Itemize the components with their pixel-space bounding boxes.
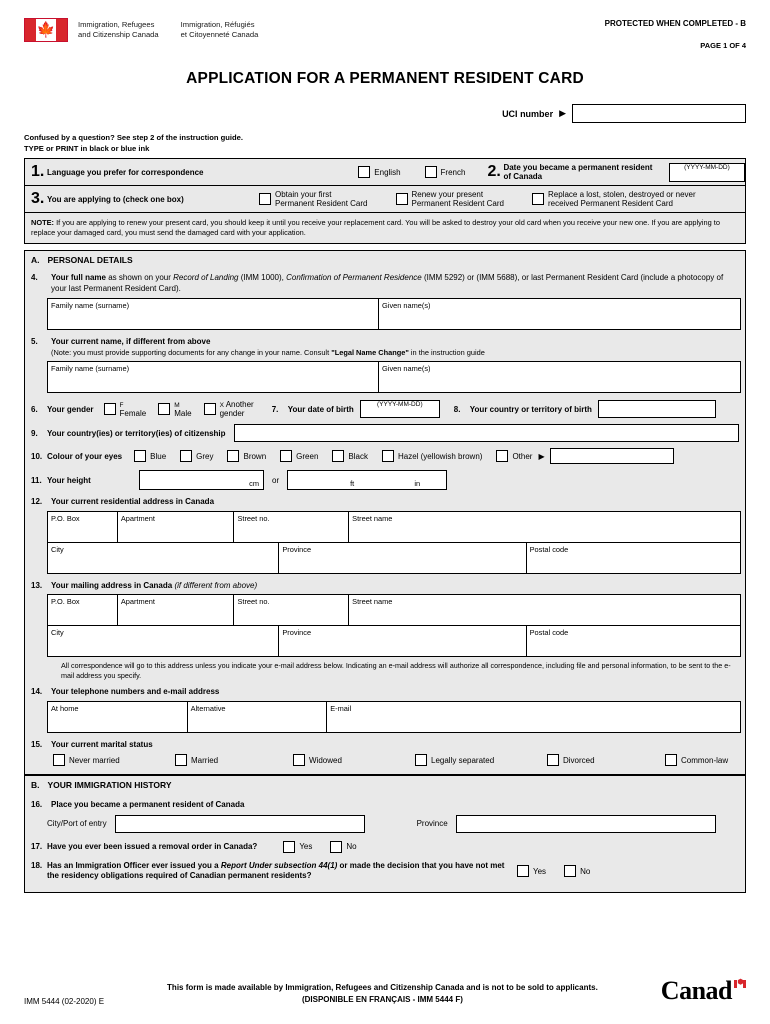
instructions: [24, 133, 746, 154]
q15-option-legally-separated-label: Legally separated: [431, 755, 495, 765]
q15-option-widowed[interactable]: [293, 754, 415, 766]
page-number: PAGE 1 OF 4: [700, 41, 746, 50]
q9-citizenship-input[interactable]: [234, 424, 739, 442]
q7-date-hint: (YYYY-MM-DD): [376, 401, 423, 408]
q13-label: Your mailing address in Canada: [51, 580, 173, 590]
checkbox-icon[interactable]: [332, 450, 344, 462]
q17-option-yes-label: Yes: [299, 842, 313, 851]
q13-apartment-label: Apartment: [120, 597, 155, 606]
canada-wordmark-text: Canad: [660, 976, 732, 1005]
q3-option-obtain-first[interactable]: [259, 190, 368, 208]
q4-label-italic1: Record of Landing: [173, 273, 239, 282]
q7-date-input[interactable]: [360, 400, 440, 418]
q4-family-name-label: Family name (surname): [51, 301, 130, 310]
q13-address-row1: [47, 594, 741, 626]
q4-given-names-cell[interactable]: [379, 299, 740, 329]
q11-height-ft-in-input[interactable]: [287, 470, 447, 490]
q6-option3-label-1: Another: [225, 399, 254, 409]
checkbox-icon[interactable]: [425, 166, 437, 178]
section-a-header: [24, 250, 746, 269]
q8-country-input[interactable]: [598, 400, 716, 418]
q13-postal-code-cell[interactable]: [527, 626, 740, 656]
q1-option-french-label: French: [440, 167, 466, 177]
q12-street-name-label: Street name: [352, 513, 393, 523]
q10-option-grey[interactable]: [180, 450, 213, 462]
footer-line2: (DISPONIBLE EN FRANÇAIS - IMM 5444 F): [301, 995, 463, 1004]
q13-apartment-cell[interactable]: [118, 595, 235, 625]
q3-option1-line1: Obtain your first: [275, 190, 332, 199]
q9-number: 9.: [31, 428, 38, 438]
q15-number: 15.: [31, 739, 43, 749]
arrow-right-icon: ▶: [538, 451, 545, 461]
q3-option2-line1: Renew your present: [411, 190, 484, 199]
q13-street-no-cell[interactable]: [234, 595, 349, 625]
instructions-line1: Confused by a question? See step 2 of the instruction guide.: [24, 133, 243, 142]
q12-city-cell[interactable]: [48, 543, 279, 573]
q13-city-cell[interactable]: [48, 626, 279, 656]
q14-email-label: E-mail: [330, 703, 352, 713]
q11-number: 11.: [31, 475, 42, 485]
q6-option3-label-2: gender: [219, 408, 245, 418]
q10-option-blue[interactable]: [134, 450, 166, 462]
q10-option-hazel[interactable]: [382, 450, 482, 462]
q15-option-legally-separated[interactable]: [415, 754, 547, 766]
q17-number: 17.: [31, 842, 43, 851]
q1-number: 1.: [31, 163, 45, 180]
q3-number: 3.: [31, 190, 45, 207]
q17-option-no[interactable]: [330, 841, 356, 853]
q3-label: You are applying to (check one box): [47, 194, 184, 204]
q10-other-input[interactable]: [550, 448, 674, 464]
q5-given-names-label: Given name(s): [382, 364, 431, 373]
q6-number: 6.: [31, 404, 38, 414]
q3-option1-line2: Permanent Resident Card: [275, 199, 368, 208]
q5-question: [31, 337, 739, 358]
checkbox-icon[interactable]: [665, 754, 677, 766]
q10-option-green-label: Green: [296, 451, 319, 461]
q11-height-cm-input[interactable]: [139, 470, 264, 490]
uci-row: [24, 104, 746, 123]
q4-label-italic2: Confirmation of Permanent Residence: [286, 273, 422, 282]
q16-province-input[interactable]: [456, 815, 716, 833]
footer-line1: This form is made available by Immigration, Refugees and Citizenship Canada and is not to be sold to applicants.: [167, 983, 598, 992]
checkbox-icon[interactable]: [358, 166, 370, 178]
protected-text: PROTECTED WHEN COMPLETED - B: [604, 19, 746, 28]
q16-number: 16.: [31, 800, 43, 809]
q16-fields: [47, 815, 739, 833]
q14-contact-table: [47, 701, 741, 733]
q3-option-replace[interactable]: [532, 190, 696, 208]
checkbox-icon[interactable]: [517, 865, 529, 877]
q7-label: Your date of birth: [287, 404, 354, 414]
q12-street-name-cell[interactable]: [349, 512, 740, 542]
canada-flag-accent-icon: [734, 980, 746, 988]
checkbox-icon[interactable]: [134, 450, 146, 462]
checkbox-icon[interactable]: [532, 193, 544, 205]
q13-number: 13.: [31, 580, 43, 590]
checkbox-icon[interactable]: [564, 865, 576, 877]
q6-option2-code: M: [174, 401, 180, 409]
q12-po-box-cell[interactable]: [48, 512, 118, 542]
checkbox-icon[interactable]: [104, 403, 116, 415]
q15-option-common-law-label: Common-law: [681, 755, 729, 765]
q5-note-2: in the instruction guide: [408, 347, 485, 357]
q13-street-name-label: Street name: [352, 597, 393, 606]
checkbox-icon[interactable]: [382, 450, 394, 462]
q14-email-cell[interactable]: [327, 702, 740, 732]
checkbox-icon[interactable]: [547, 754, 559, 766]
checkbox-icon[interactable]: [204, 403, 216, 415]
arrow-right-icon: ▶: [559, 108, 566, 118]
q17-row: [31, 841, 739, 853]
dept-en-line2: and Citizenship Canada: [78, 30, 159, 39]
q5-number: 5.: [31, 337, 38, 346]
q18-option-yes[interactable]: [517, 865, 546, 877]
note-block: [24, 213, 746, 244]
q14-at-home-label: At home: [51, 703, 79, 713]
q5-family-name-cell[interactable]: [48, 362, 379, 392]
department-wordmark: [78, 18, 258, 40]
q13-province-label: Province: [282, 628, 312, 637]
q4-question: [31, 273, 739, 294]
q15-option-never-married-label: Never married: [69, 755, 120, 765]
q10-option-blue-label: Blue: [150, 451, 167, 461]
q14-alternative-label: Alternative: [190, 703, 226, 713]
q12-postal-code-cell[interactable]: [527, 543, 740, 573]
q15-option-married-label: Married: [191, 755, 219, 765]
q6-option2-label: Male: [174, 408, 192, 418]
q12-label: Your current residential address in Canada: [51, 497, 215, 506]
q12-address-row1: [47, 511, 741, 543]
q12-apartment-cell[interactable]: [118, 512, 235, 542]
q10-option-brown-label: Brown: [243, 451, 267, 461]
q6-label: Your gender: [47, 404, 94, 414]
q4-number: 4.: [31, 273, 38, 282]
q11-unit-cm: cm: [249, 479, 259, 488]
checkbox-icon[interactable]: [330, 841, 342, 853]
q15-label: Your current marital status: [51, 739, 153, 749]
q11-unit-ft: ft: [350, 479, 355, 488]
checkbox-icon[interactable]: [396, 193, 408, 205]
q14-label: Your telephone numbers and e-mail address: [51, 687, 220, 696]
q5-label: Your current name, if different from above: [51, 337, 211, 346]
q9-row: [31, 424, 739, 442]
q4-label-2: as shown on your: [105, 273, 174, 282]
q18-option-no-label: No: [580, 866, 591, 876]
q3-option-renew[interactable]: [396, 190, 505, 208]
q12-apartment-label: Apartment: [120, 513, 155, 523]
q6-option3-code: X: [219, 401, 224, 409]
checkbox-icon[interactable]: [415, 754, 427, 766]
q5-name-table: [47, 361, 741, 393]
question-1-2-block: [24, 158, 746, 213]
checkbox-icon[interactable]: [227, 450, 239, 462]
q3-option3-line2: received Permanent Resident Card: [548, 199, 673, 208]
q16-question: [31, 800, 739, 811]
q6-option-male[interactable]: [158, 401, 191, 418]
checkbox-icon[interactable]: [280, 450, 292, 462]
q15-question: [31, 740, 739, 751]
q11-label: Your height: [47, 475, 91, 485]
canada-wordmark: [661, 976, 746, 1006]
section-a-letter: A.: [31, 255, 40, 265]
q5-note-1: (Note: you must provide supporting documents for any change in your name. Consult: [51, 347, 332, 357]
q1-option-french[interactable]: [425, 166, 466, 178]
q12-street-no-cell[interactable]: [234, 512, 349, 542]
q13-address-row2: [47, 626, 741, 657]
q4-given-names-label: Given name(s): [382, 301, 431, 310]
q15-option-never-married[interactable]: [53, 754, 175, 766]
q4-label-4: (IMM 1000),: [238, 273, 287, 282]
section-a-body: [24, 269, 746, 775]
q12-address-row2: [47, 543, 741, 574]
q13-province-cell[interactable]: [279, 626, 526, 656]
section-a-title: PERSONAL DETAILS: [47, 255, 133, 265]
q2-label: Date you became a permanent resident of Canada: [503, 163, 653, 181]
q13-label-italic: (if different from above): [172, 580, 258, 590]
q6-option1-code: F: [119, 401, 124, 409]
q5-family-name-label: Family name (surname): [51, 364, 130, 373]
q18-option-no[interactable]: [564, 865, 590, 877]
q17-label: Have you ever been issued a removal order in Canada?: [47, 842, 258, 851]
q6-q7-q8-row: [31, 400, 739, 418]
page-title: APPLICATION FOR A PERMANENT RESIDENT CARD: [186, 70, 584, 87]
q13-question: [31, 581, 739, 592]
q4-label-bold: Your full name: [51, 273, 106, 282]
q13-po-box-label: P.O. Box: [51, 597, 80, 606]
q5-given-names-cell[interactable]: [379, 362, 740, 392]
canada-flag-icon: 🍁: [24, 18, 68, 42]
q2-number: 2.: [487, 163, 501, 180]
q18-option-yes-label: Yes: [533, 866, 547, 876]
q10-option-black[interactable]: [332, 450, 368, 462]
checkbox-icon[interactable]: [496, 450, 508, 462]
q11-or: or: [272, 475, 280, 485]
q13-postal-code-label: Postal code: [529, 628, 569, 637]
q10-option-black-label: Black: [348, 451, 368, 461]
q13-street-no-label: Street no.: [237, 597, 270, 606]
checkbox-icon[interactable]: [259, 193, 271, 205]
q12-city-label: City: [51, 544, 64, 554]
q10-number: 10.: [31, 451, 43, 461]
q9-label: Your country(ies) or territory(ies) of citizenship: [47, 428, 226, 438]
q10-option-green[interactable]: [280, 450, 318, 462]
q4-label-6: (IMM 5292) or (IMM 5688), or last Permanent Resident Card (include a photocopy of your last Permanent Resident Card).: [51, 273, 724, 293]
instructions-line2: TYPE or PRINT in black or blue ink: [24, 143, 150, 153]
section-b-title: YOUR IMMIGRATION HISTORY: [47, 780, 172, 790]
q11-row: [31, 470, 739, 490]
form-code: IMM 5444 (02-2020) E: [24, 997, 105, 1006]
q13-footnote: All correspondence will go to this address unless you indicate your e-mail address below. Indicating an e-mail address will authorize all correspondence, including file and personal information, to be sent to the e-mail address you specify.: [61, 661, 731, 680]
protected-notice: [605, 18, 746, 52]
q15-option-widowed-label: Widowed: [309, 755, 342, 765]
q14-number: 14.: [31, 687, 43, 696]
uci-label: UCI number: [502, 108, 554, 119]
q13-city-label: City: [51, 628, 64, 637]
q14-question: [31, 687, 739, 698]
page-header: [24, 18, 746, 52]
note-label: NOTE:: [31, 218, 54, 227]
q4-name-table: [47, 298, 741, 330]
q8-number: 8.: [453, 404, 461, 414]
note-text: If you are applying to renew your present card, you should keep it until you receive your replacement card. You will be asked to destroy your old card when you receive your new one. If you are applying to replace your damaged card, you must send the damaged card with your application.: [31, 218, 720, 237]
q3-option3-line1: Replace a lost, stolen, destroyed or never: [548, 190, 696, 199]
q16-city-label: City/Port of entry: [47, 819, 107, 828]
q17-option-yes[interactable]: [283, 841, 312, 853]
q10-option-hazel-label: Hazel (yellowish brown): [397, 451, 483, 461]
section-b-letter: B.: [31, 780, 40, 790]
q18-label-italic: Report Under subsection 44(1): [220, 860, 338, 870]
q3-option2-line2: Permanent Resident Card: [411, 199, 504, 208]
checkbox-icon[interactable]: [293, 754, 305, 766]
q15-option-common-law[interactable]: [665, 754, 728, 766]
q10-label: Colour of your eyes: [47, 451, 123, 461]
q12-street-no-label: Street no.: [237, 513, 270, 523]
q11-unit-in: in: [414, 479, 421, 488]
q10-option-other-label: Other: [512, 451, 533, 461]
q13-street-name-cell[interactable]: [349, 595, 740, 625]
q16-label: Place you became a permanent resident of Canada: [51, 800, 245, 809]
q18-number: 18.: [31, 860, 43, 870]
q15-option-divorced[interactable]: [547, 754, 665, 766]
q16-city-input[interactable]: [115, 815, 365, 833]
q18-label-2: or made the decision that you have not met the residency obligations required of Canadian permanent residents?: [47, 860, 505, 880]
q10-option-grey-label: Grey: [196, 451, 214, 461]
q13-po-box-cell[interactable]: [48, 595, 118, 625]
section-b-body: [24, 794, 746, 893]
q6-option-female[interactable]: [104, 401, 147, 418]
q14-at-home-cell[interactable]: [48, 702, 188, 732]
q12-province-label: Province: [282, 544, 312, 554]
q12-postal-code-label: Postal code: [529, 544, 569, 554]
q4-family-name-cell[interactable]: [48, 299, 379, 329]
checkbox-icon[interactable]: [53, 754, 65, 766]
checkbox-icon[interactable]: [158, 403, 170, 415]
dept-en-line1: Immigration, Refugees: [78, 20, 155, 29]
q1-option-english-label: English: [374, 167, 401, 177]
section-b-header: [24, 775, 746, 794]
q12-po-box-label: P.O. Box: [51, 513, 80, 523]
checkbox-icon[interactable]: [180, 450, 192, 462]
q17-option-no-label: No: [346, 842, 357, 851]
q16-province-label: Province: [416, 819, 448, 828]
q18-row: [31, 861, 739, 882]
q12-question: [31, 497, 739, 508]
q12-number: 12.: [31, 497, 43, 506]
q2-date-hint: (YYYY-MM-DD): [684, 163, 730, 171]
q2-date-input[interactable]: [669, 163, 745, 182]
dept-fr-line1: Immigration, Réfugiés: [180, 20, 255, 29]
q12-province-cell[interactable]: [279, 543, 526, 573]
q10-option-brown[interactable]: [227, 450, 266, 462]
q15-options: [53, 754, 739, 766]
uci-number-input[interactable]: [572, 104, 746, 123]
q10-row: [31, 448, 739, 464]
government-brand: [24, 18, 258, 42]
q7-number: 7.: [271, 404, 279, 414]
page-footer: [24, 976, 746, 1006]
footer-notice: [104, 982, 661, 1006]
q10-option-other[interactable]: [496, 450, 532, 462]
q1-label: Language you prefer for correspondence: [47, 167, 204, 177]
q14-alternative-cell[interactable]: [188, 702, 328, 732]
q15-option-married[interactable]: [175, 754, 293, 766]
q6-option-another-gender[interactable]: [204, 401, 254, 418]
checkbox-icon[interactable]: [283, 841, 295, 853]
q1-option-english[interactable]: [358, 166, 400, 178]
dept-fr-line2: et Citoyenneté Canada: [180, 30, 259, 39]
q8-label: Your country or territory of birth: [469, 404, 592, 414]
q5-note-bold: "Legal Name Change": [331, 347, 409, 357]
checkbox-icon[interactable]: [175, 754, 187, 766]
q15-option-divorced-label: Divorced: [563, 755, 595, 765]
q6-option1-label: Female: [119, 408, 147, 418]
q18-label-1: Has an Immigration Officer ever issued you a: [47, 860, 221, 870]
